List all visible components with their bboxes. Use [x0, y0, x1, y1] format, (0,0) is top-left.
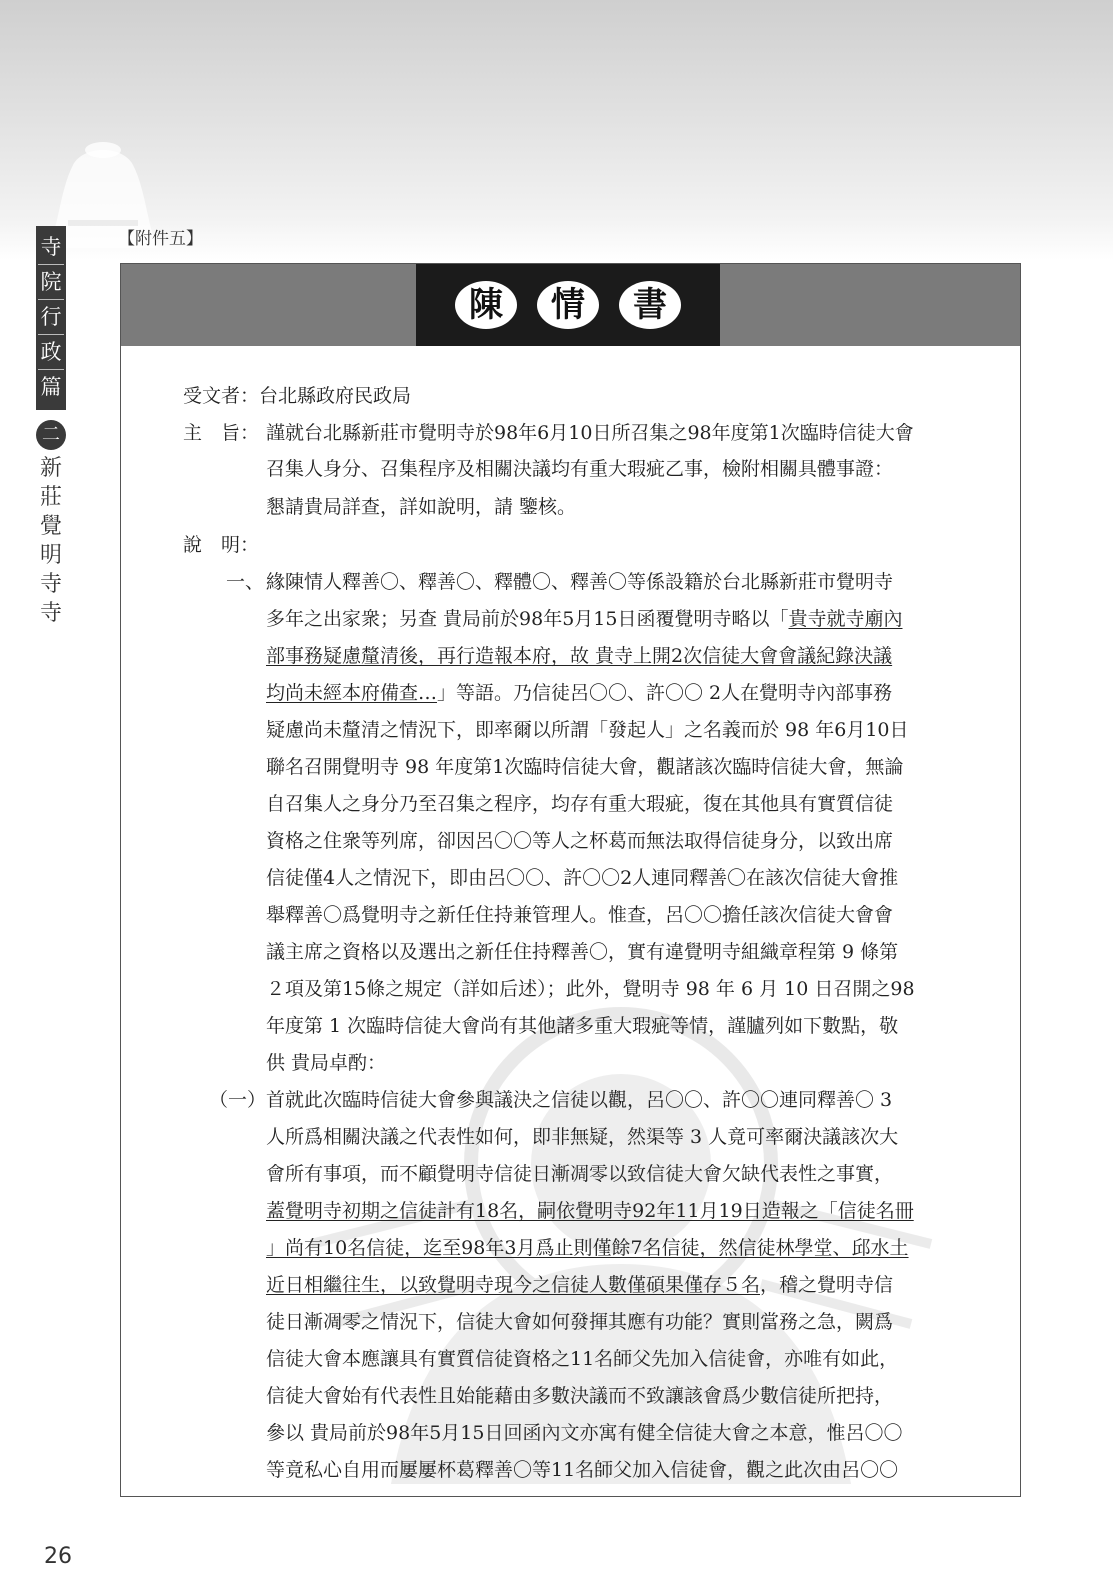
paragraph-line — [266, 1273, 893, 1297]
annex-label: 【附件五】 — [118, 229, 203, 249]
paragraph-line: 人所爲相關決議之代表性如何，即非無疑，然渠等 3 人竟可率爾決議該次大 — [266, 1126, 899, 1148]
page-number: 26 — [44, 1544, 72, 1569]
chapter-char: 明 — [39, 543, 62, 568]
paragraph-line: 資格之住衆等列席，卻因呂〇〇等人之杯葛而無法取得信徒身分，以致出席 — [266, 830, 894, 852]
paragraph-line: 首就此次臨時信徒大會參與議決之信徒以觀，呂〇〇、許〇〇連同釋善〇 3 — [266, 1089, 893, 1111]
section-char: 寺 — [38, 230, 64, 265]
recipient-line: 受文者：台北縣政府民政局 — [183, 385, 412, 407]
section-char: 政 — [38, 335, 64, 370]
underlined-quote: 近日相繼往生，以致覺明寺現今之信徒人數僅碩果僅存５名 — [266, 1274, 761, 1296]
paragraph-line: 年度第 1 次臨時信徒大會尚有其他諸多重大瑕疵等情，謹臚列如下數點，敬 — [266, 1015, 899, 1037]
chapter-char: 新 — [39, 456, 62, 481]
section-char: 院 — [38, 265, 64, 300]
paragraph-line: 供 貴局卓酌： — [266, 1052, 387, 1074]
paragraph-line: 參以 貴局前於98年5月15日回函內文亦寓有健全信徒大會之本意，惟呂〇〇 — [266, 1422, 903, 1444]
subject-line: 謹就台北縣新莊市覺明寺於98年6月10日所召集之98年度第1次臨時信徒大會 — [266, 422, 914, 444]
explanation-label: 說 明： — [183, 534, 260, 556]
chapter-number-badge: 二 — [36, 420, 66, 450]
paragraph-line: 信徒大會始有代表性且始能藉由多數決議而不致讓該會爲少數信徒所把持， — [266, 1385, 894, 1407]
underlined-quote: 均尚未經本府備查… — [266, 682, 438, 704]
section-char: 行 — [38, 300, 64, 335]
underlined-quote: 貴寺就寺廟內 — [788, 608, 903, 630]
chapter-char: 寺 — [39, 601, 62, 626]
paragraph-line: ２項及第15條之規定（詳如后述）；此外，覺明寺 98 年 6 月 10 日召開之98 — [266, 978, 915, 1000]
petition-document — [120, 263, 1021, 1497]
paragraph-line — [266, 607, 903, 631]
text-span: ，稽之覺明寺信 — [760, 1274, 894, 1296]
chapter-char: 莊 — [39, 485, 62, 510]
underlined-quote: 」尚有10名信徒，迄至98年3月爲止則僅餘7名信徒，然信徒林學堂、邱水土 — [266, 1237, 909, 1259]
paragraph-line: 信徒僅4人之情況下，即由呂〇〇、許〇〇2人連同釋善〇在該次信徒大會推 — [266, 867, 899, 889]
title-char: 書 — [619, 281, 681, 329]
text-span: 多年之出家衆；另查 貴局前於98年5月15日函覆覺明寺略以「 — [266, 608, 789, 630]
chapter-char: 寺 — [39, 572, 62, 597]
paragraph-line: 徒日漸凋零之情況下，信徒大會如何發揮其應有功能？實則當務之急，闕爲 — [266, 1311, 894, 1333]
paragraph-line: 等竟私心自用而屢屢杯葛釋善〇等11名師父加入信徒會，觀之此次由呂〇〇 — [266, 1459, 899, 1481]
chapter-char: 覺 — [39, 514, 62, 539]
paragraph-line: 緣陳情人釋善〇、釋善〇、釋體〇、釋善〇等係設籍於台北縣新莊市覺明寺 — [266, 571, 894, 593]
paragraph-line: 議主席之資格以及選出之新任住持釋善〇，實有違覺明寺組織章程第 9 條第 — [266, 941, 899, 963]
paragraph-line: 信徒大會本應讓具有實質信徒資格之11名師父先加入信徒會，亦唯有如此， — [266, 1348, 899, 1370]
section-side-tab — [36, 226, 66, 628]
section-char: 篇 — [40, 375, 62, 399]
item-number: 一、 — [226, 571, 265, 593]
underlined-quote: 部事務疑慮釐清後，再行造報本府，故 貴寺上開2次信徒大會會議紀錄決議 — [266, 645, 893, 667]
paragraph-line: 疑慮尚未釐清之情況下，即率爾以所謂「發起人」之名義而於 98 年6月10日 — [266, 719, 909, 741]
subject-label: 主 旨： — [183, 422, 260, 444]
title-char: 陳 — [455, 281, 517, 329]
subject-line: 懇請貴局詳查，詳如說明，請 鑒核。 — [266, 496, 577, 518]
subject-line: 召集人身分、召集程序及相關決議均有重大瑕疵乙事，檢附相關具體事證： — [266, 458, 894, 480]
section-title-vertical — [36, 226, 66, 410]
item-number: （一） — [209, 1089, 267, 1111]
chapter-title-vertical — [36, 454, 66, 628]
underlined-quote: 蓋覺明寺初期之信徒計有18名，嗣依覺明寺92年11月19日造報之「信徒名冊 — [266, 1200, 914, 1222]
paragraph-line — [266, 681, 892, 705]
paragraph-line: 會所有事項，而不顧覺明寺信徒日漸凋零以致信徒大會欠缺代表性之事實， — [266, 1163, 894, 1185]
text-span: 」等語。乃信徒呂〇〇、許〇〇 2人在覺明寺內部事務 — [437, 682, 893, 704]
paragraph-line: 自召集人之身分乃至召集之程序，均存有重大瑕疵，復在其他具有實質信徒 — [266, 793, 894, 815]
paragraph-line: 聯名召開覺明寺 98 年度第1次臨時信徒大會，觀諸該次臨時信徒大會，無論 — [266, 756, 904, 778]
paragraph-line: 舉釋善〇爲覺明寺之新任住持兼管理人。惟查，呂〇〇擔任該次信徒大會會 — [266, 904, 894, 926]
title-char: 情 — [537, 281, 599, 329]
